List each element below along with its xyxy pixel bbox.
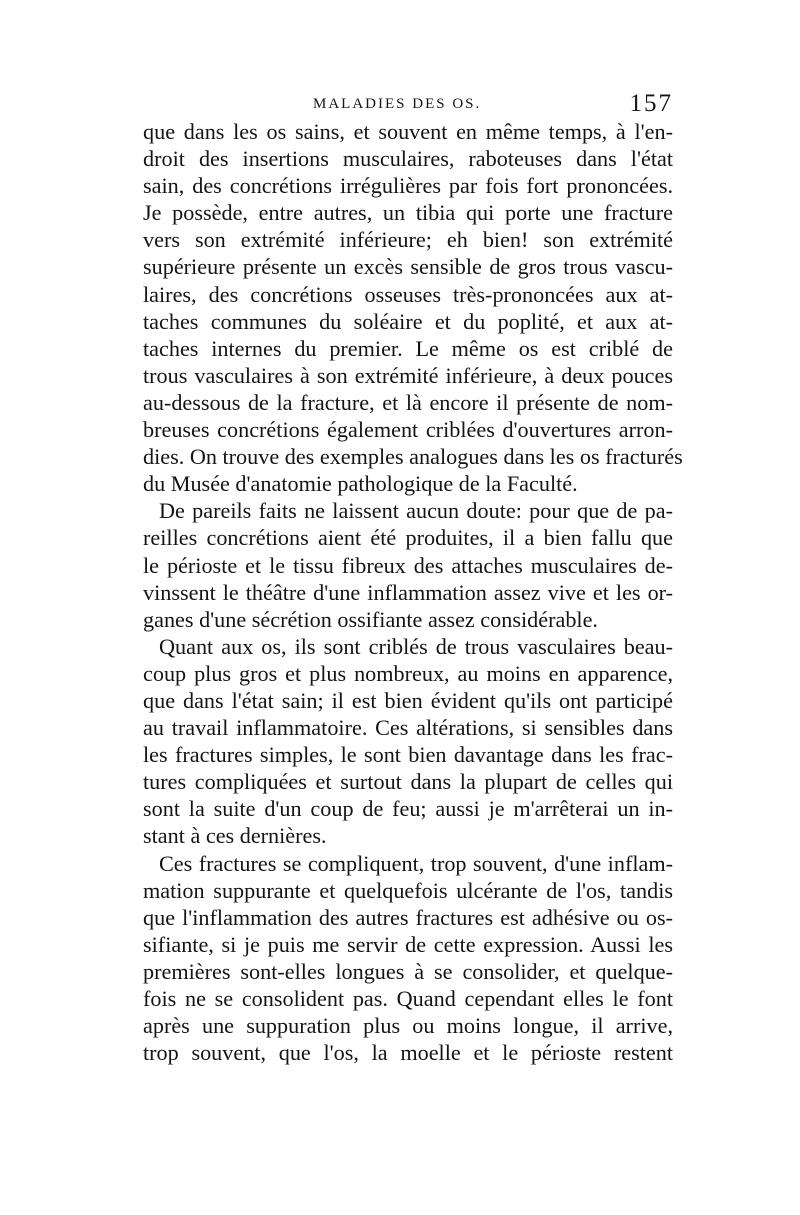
- body-text: [143, 118, 683, 1066]
- text-line: reilles concrétions aient été produites, il a bien fallu que: [143, 525, 673, 551]
- text-line: ganes d'une sécrétion ossifiante assez considérable.: [143, 606, 598, 632]
- text-line: supérieure présente un excès sensible de gros trous vascu-: [143, 254, 673, 280]
- paragraph: [143, 633, 673, 850]
- text-line: vinssent le théâtre d'une inflammation assez vive et les or-: [143, 579, 673, 605]
- text-line: coup plus gros et plus nombreux, au moins en apparence,: [143, 660, 673, 686]
- text-line: au-dessous de la fracture, et là encore il présente de nom-: [143, 389, 673, 415]
- running-title: MALADIES DES OS.: [313, 96, 482, 112]
- text-line: sifiante, si je puis me servir de cette expression. Aussi les: [143, 931, 673, 957]
- paragraph: [143, 850, 673, 1067]
- text-line: stant à ces dernières.: [143, 823, 327, 849]
- text-line: Quant aux os, ils sont criblés de trous vasculaires beau-: [159, 633, 673, 659]
- text-line: du Musée d'anatomie pathologique de la Faculté.: [143, 471, 578, 497]
- text-line: vers son extrémité inférieure; eh bien! son extrémité: [143, 227, 673, 253]
- text-line: que dans les os sains, et souvent en même temps, à l'en-: [143, 119, 673, 144]
- text-line: Ces fractures se compliquent, trop souvent, d'une inflam-: [159, 850, 673, 876]
- text-line: tures compliquées et surtout dans la plupart de celles qui: [143, 769, 673, 795]
- text-line: mation suppurante et quelquefois ulcérante de l'os, tandis: [143, 877, 673, 903]
- paragraph: [143, 118, 683, 497]
- text-line: au travail inflammatoire. Ces altérations, si sensibles dans: [143, 715, 673, 741]
- text-line: dies. On trouve des exemples analogues dans les os fracturés: [143, 444, 683, 470]
- text-line: après une suppuration plus ou moins longue, il arrive,: [143, 1013, 673, 1039]
- text-line: taches internes du premier. Le même os est criblé de: [143, 335, 673, 361]
- text-line: fois ne se consolident pas. Quand cependant elles le font: [143, 986, 673, 1011]
- page-number: 157: [629, 90, 673, 117]
- text-line: le périoste et le tissu fibreux des attaches musculaires de-: [143, 552, 673, 578]
- text-line: sont la suite d'un coup de feu; aussi je m'arrêterai un in-: [143, 796, 673, 822]
- text-line: Je possède, entre autres, un tibia qui porte une fracture: [143, 200, 673, 226]
- paragraph: [143, 497, 673, 632]
- text-line: trous vasculaires à son extrémité inférieure, à deux pouces: [143, 362, 673, 388]
- text-line: que dans l'état sain; il est bien évident qu'ils ont participé: [143, 687, 673, 713]
- text-line: laires, des concrétions osseuses très-prononcées aux at-: [143, 281, 673, 307]
- text-line: sain, des concrétions irrégulières par fois fort prononcées.: [143, 173, 673, 199]
- text-line: droit des insertions musculaires, raboteuses dans l'état: [143, 146, 673, 172]
- text-line: que l'inflammation des autres fractures est adhésive ou os-: [143, 904, 673, 930]
- text-line: trop souvent, que l'os, la moelle et le périoste restent: [143, 1040, 673, 1066]
- text-line: breuses concrétions également criblées d'ouvertures arron-: [143, 417, 673, 443]
- text-line: les fractures simples, le sont bien davantage dans les frac-: [143, 742, 673, 768]
- text-line: premières sont-elles longues à se consolider, et quelque-: [143, 958, 673, 984]
- text-line: taches communes du soléaire et du poplité, et aux at-: [143, 308, 673, 334]
- text-line: De pareils faits ne laissent aucun doute: pour que de pa-: [159, 498, 673, 524]
